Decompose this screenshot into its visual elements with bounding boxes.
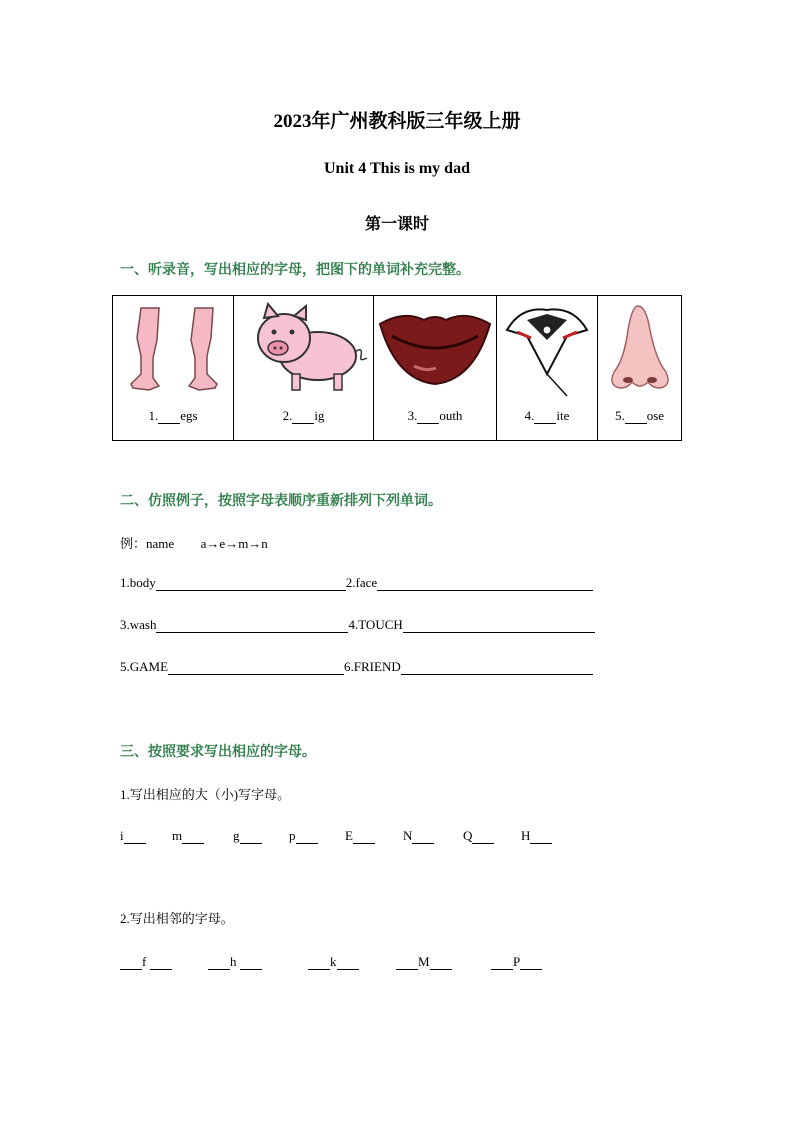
letter-item: i: [120, 828, 172, 844]
answer-blank[interactable]: [472, 843, 494, 844]
unit-subtitle: Unit 4 This is my dad: [324, 160, 470, 177]
section-2-heading: 二、仿照例子，按照字母表顺序重新排列下列单词。: [120, 494, 442, 509]
word-prompt: 6.FRIEND: [344, 659, 401, 674]
word-prompt: 4.TOUCH: [348, 617, 403, 632]
neighbor-item: f: [120, 954, 208, 970]
word-row-2: [120, 617, 595, 633]
word-item-1: [113, 408, 233, 424]
word-item-5: [598, 408, 681, 424]
letter-item: N: [403, 828, 463, 844]
picture-table: [112, 295, 682, 441]
lesson-label: 第一课时: [364, 216, 429, 233]
kite-icon: [497, 300, 597, 400]
picture-cell-legs: [113, 296, 234, 441]
letters-row: [120, 828, 571, 844]
page-title: 2023年广州教科版三年级上册: [273, 111, 521, 132]
answer-blank[interactable]: [158, 423, 180, 424]
picture-cell-kite: [497, 296, 598, 441]
answer-blank[interactable]: [124, 843, 146, 844]
letter-item: p: [289, 828, 345, 844]
answer-blank[interactable]: [150, 969, 172, 970]
answer-blank[interactable]: [156, 632, 348, 633]
answer-blank[interactable]: [182, 843, 204, 844]
section-3-heading: 三、按照要求写出相应的字母。: [120, 745, 316, 760]
word-suffix: ite: [556, 408, 570, 423]
answer-blank[interactable]: [292, 423, 314, 424]
word-prompt: 2.face: [345, 575, 378, 590]
answer-blank[interactable]: [208, 969, 230, 970]
answer-blank[interactable]: [396, 969, 418, 970]
neighbor-item: h: [208, 954, 308, 970]
answer-blank[interactable]: [530, 843, 552, 844]
word-row-3: [120, 659, 593, 675]
neighbor-item: M: [396, 954, 491, 970]
answer-blank[interactable]: [240, 969, 262, 970]
neighbors-row: [120, 954, 571, 970]
picture-cell-nose: [598, 296, 682, 441]
word-prompt: 3.wash: [120, 617, 157, 632]
answer-blank[interactable]: [156, 590, 346, 591]
section-1-heading: 一、听录音，写出相应的字母，把图下的单词补充完整。: [120, 263, 470, 278]
letter-item: m: [172, 828, 233, 844]
word-item-2: [234, 408, 373, 424]
part-1-instruction: 1.写出相应的大（小)写字母。: [120, 787, 291, 802]
answer-blank[interactable]: [337, 969, 359, 970]
answer-blank[interactable]: [417, 423, 439, 424]
mouth-icon: [374, 300, 496, 400]
word-item-3: [374, 408, 496, 424]
answer-blank[interactable]: [534, 423, 556, 424]
letter-item: Q: [463, 828, 521, 844]
word-prompt: 5.GAME: [120, 659, 169, 674]
word-suffix: egs: [180, 408, 198, 423]
answer-blank[interactable]: [403, 632, 595, 633]
answer-blank[interactable]: [308, 969, 330, 970]
answer-blank[interactable]: [120, 969, 142, 970]
legs-icon: [113, 300, 233, 400]
word-suffix: outh: [439, 408, 463, 423]
neighbor-item: P: [491, 954, 571, 970]
answer-blank[interactable]: [520, 969, 542, 970]
answer-blank[interactable]: [353, 843, 375, 844]
answer-blank[interactable]: [430, 969, 452, 970]
item-number: 3.: [407, 408, 418, 423]
example-label: 例：name: [120, 536, 175, 551]
answer-blank[interactable]: [377, 590, 593, 591]
picture-cell-pig: [234, 296, 374, 441]
letter-item: H: [521, 828, 571, 844]
answer-blank[interactable]: [625, 423, 647, 424]
word-row-1: [120, 575, 593, 591]
letter-item: E: [345, 828, 403, 844]
item-number: 2.: [282, 408, 293, 423]
answer-blank[interactable]: [240, 843, 262, 844]
neighbor-item: k: [308, 954, 396, 970]
part-2-instruction: 2.写出相邻的字母。: [120, 911, 234, 926]
answer-blank[interactable]: [168, 674, 344, 675]
example-line: [120, 533, 268, 552]
word-suffix: ig: [314, 408, 325, 423]
letter-item: g: [233, 828, 289, 844]
item-number: 1.: [148, 408, 159, 423]
item-number: 5.: [614, 408, 625, 423]
answer-blank[interactable]: [412, 843, 434, 844]
pig-icon: [234, 300, 373, 400]
nose-icon: [598, 300, 681, 400]
picture-cell-mouth: [374, 296, 497, 441]
answer-blank[interactable]: [296, 843, 318, 844]
word-suffix: ose: [646, 408, 665, 423]
example-answer: a→e→m→n: [200, 536, 268, 551]
answer-blank[interactable]: [401, 674, 593, 675]
item-number: 4.: [524, 408, 535, 423]
word-prompt: 1.body: [120, 575, 156, 590]
answer-blank[interactable]: [491, 969, 513, 970]
word-item-4: [497, 408, 597, 424]
